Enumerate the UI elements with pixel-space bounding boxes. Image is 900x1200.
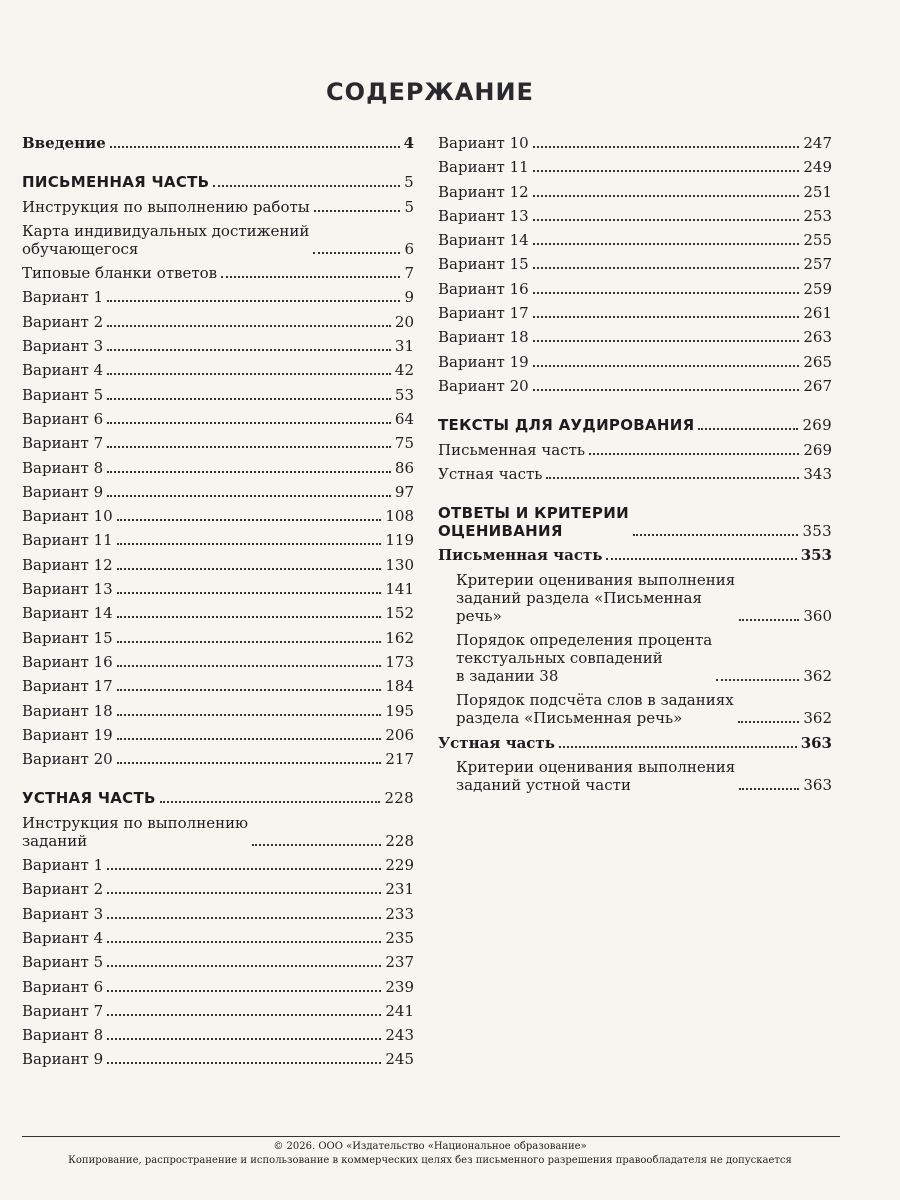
toc-label: Вариант 14	[438, 231, 529, 250]
toc-entry[interactable]	[438, 758, 832, 794]
toc-page: 259	[803, 279, 832, 298]
toc-label: Вариант 17	[438, 304, 529, 323]
leader-dots	[314, 210, 401, 212]
leader-dots	[252, 844, 381, 846]
toc-entry[interactable]	[22, 604, 414, 622]
toc-page: 229	[385, 856, 414, 875]
toc-label: Вариант 7	[22, 434, 104, 453]
toc-page: 237	[385, 953, 414, 972]
toc-label: Вариант 19	[22, 725, 113, 744]
toc-entry[interactable]	[22, 434, 414, 452]
toc-entry[interactable]	[22, 653, 414, 671]
leader-dots	[107, 1014, 381, 1016]
toc-label: Введение	[22, 134, 106, 152]
toc-page: 6	[404, 239, 414, 258]
leader-dots	[533, 267, 800, 269]
toc-label: Вариант 11	[22, 531, 113, 550]
leader-dots	[107, 868, 381, 870]
toc-page: 86	[394, 458, 414, 477]
toc-page: 184	[385, 677, 414, 696]
toc-label: Вариант 15	[438, 255, 529, 274]
toc-page: 20	[394, 312, 414, 331]
leader-dots	[117, 543, 382, 545]
toc-page: 141	[385, 580, 414, 599]
toc-label: Вариант 12	[438, 182, 529, 201]
toc-entry[interactable]	[22, 750, 414, 768]
toc-section-answers[interactable]	[438, 504, 832, 540]
toc-entry[interactable]	[22, 410, 414, 428]
toc-page: 4	[403, 134, 414, 152]
toc-label: Вариант 10	[22, 507, 113, 526]
toc-page: 108	[385, 507, 414, 526]
toc-entry[interactable]	[438, 631, 832, 685]
toc-entry[interactable]	[438, 465, 832, 483]
toc-entry-introduction[interactable]	[22, 134, 414, 152]
toc-label: Вариант 8	[22, 458, 104, 477]
toc-label: Вариант 7	[22, 1001, 104, 1020]
leader-dots	[107, 495, 391, 497]
toc-entry[interactable]	[22, 702, 414, 720]
toc-page: 363	[800, 733, 832, 752]
leader-dots	[107, 349, 391, 351]
toc-entry[interactable]	[22, 507, 414, 525]
leader-dots	[117, 616, 382, 618]
toc-label: Вариант 10	[438, 134, 529, 152]
toc-label: Критерии оценивания выполнения заданий устной части	[456, 757, 736, 794]
leader-dots	[107, 1038, 381, 1040]
toc-page: 255	[803, 231, 832, 250]
leader-dots	[160, 801, 381, 803]
toc-entry[interactable]	[22, 1026, 414, 1044]
toc-page: 206	[385, 725, 414, 744]
leader-dots	[117, 641, 382, 643]
toc-label: Вариант 18	[22, 701, 113, 720]
toc-page: 231	[385, 880, 414, 899]
toc-entry[interactable]	[22, 313, 414, 331]
toc-page: 353	[802, 522, 832, 541]
toc-entry[interactable]	[22, 288, 414, 306]
toc-page: 247	[803, 134, 832, 152]
toc-entry[interactable]	[438, 441, 832, 459]
toc-page: 97	[394, 482, 414, 501]
toc-entry[interactable]	[22, 198, 414, 216]
toc-label: Типовые бланки ответов	[22, 264, 218, 283]
leader-dots	[107, 917, 381, 919]
toc-label: Вариант 20	[438, 376, 529, 395]
toc-label: Вариант 1	[22, 856, 104, 875]
toc-entry[interactable]	[22, 580, 414, 598]
toc-label: Порядок подсчёта слов в заданиях раздела «Письменная речь»	[456, 691, 734, 728]
leader-dots	[107, 965, 381, 967]
toc-page: 343	[803, 464, 832, 483]
toc-page: 362	[803, 667, 832, 686]
toc-page: 42	[394, 361, 414, 380]
toc-page: 243	[385, 1026, 414, 1045]
toc-right-column	[438, 134, 832, 800]
toc-left-column	[22, 134, 414, 1075]
toc-page: 119	[385, 531, 414, 550]
leader-dots	[533, 195, 800, 197]
toc-page: 228	[384, 789, 414, 808]
leader-dots	[117, 689, 382, 691]
toc-label: ПИСЬМЕННАЯ ЧАСТЬ	[22, 173, 210, 192]
leader-dots	[533, 389, 800, 391]
leader-dots	[533, 340, 800, 342]
toc-page: 267	[803, 376, 832, 395]
toc-entry[interactable]	[22, 677, 414, 695]
toc-entry[interactable]	[22, 905, 414, 923]
footer-notice: Копирование, распространение и использование в коммерческих целях без письменного разрешения правообладателя не допускается	[68, 1155, 792, 1166]
toc-page: 5	[404, 173, 414, 192]
leader-dots	[533, 292, 800, 294]
toc-entry[interactable]	[22, 556, 414, 574]
toc-subsection-answers-oral[interactable]	[438, 734, 832, 752]
toc-entry[interactable]	[22, 726, 414, 744]
leader-dots	[107, 422, 391, 424]
toc-entry[interactable]	[22, 1050, 414, 1068]
leader-dots	[606, 558, 796, 560]
toc-entry[interactable]	[22, 361, 414, 379]
toc-label: Вариант 9	[22, 1050, 104, 1069]
toc-entry[interactable]	[22, 264, 414, 282]
toc-entry[interactable]	[22, 814, 414, 850]
toc-page: 152	[385, 604, 414, 623]
toc-page: 235	[385, 928, 414, 947]
toc-label: Вариант 1	[22, 288, 104, 307]
leader-dots	[107, 373, 391, 375]
toc-label: Вариант 9	[22, 482, 104, 501]
page-title: СОДЕРЖАНИЕ	[326, 78, 534, 106]
leader-dots	[117, 762, 382, 764]
toc-page: 239	[385, 977, 414, 996]
toc-page: 251	[803, 182, 832, 201]
leader-dots	[313, 252, 400, 254]
toc-label: Вариант 6	[22, 977, 104, 996]
toc-page: 9	[404, 288, 414, 307]
leader-dots	[533, 243, 800, 245]
toc-entry[interactable]	[438, 231, 832, 249]
toc-label: Вариант 5	[22, 385, 104, 404]
toc-entry[interactable]	[438, 691, 832, 727]
toc-label: Вариант 13	[438, 206, 529, 225]
toc-entry[interactable]	[22, 953, 414, 971]
toc-entry[interactable]	[438, 280, 832, 298]
toc-label: Вариант 17	[22, 677, 113, 696]
toc-page: 228	[385, 831, 414, 850]
leader-dots	[533, 146, 800, 148]
toc-label: Вариант 4	[22, 928, 104, 947]
toc-label: Вариант 4	[22, 361, 104, 380]
footer-copyright: © 2026. ООО «Издательство «Национальное образование»	[273, 1141, 587, 1152]
toc-label: Вариант 14	[22, 604, 113, 623]
toc-page: 5	[404, 197, 414, 216]
toc-page: 269	[803, 440, 832, 459]
toc-label: Вариант 15	[22, 628, 113, 647]
toc-label: Устная часть	[438, 733, 555, 752]
toc-label: ОТВЕТЫ И КРИТЕРИИ ОЦЕНИВАНИЯ	[438, 504, 629, 541]
toc-page: 195	[385, 701, 414, 720]
toc-label: Вариант 18	[438, 328, 529, 347]
toc-section-audio-texts[interactable]	[438, 416, 832, 434]
leader-dots	[716, 679, 799, 681]
toc-entry[interactable]	[22, 856, 414, 874]
leader-dots	[117, 592, 382, 594]
toc-label: УСТНАЯ ЧАСТЬ	[22, 789, 156, 808]
leader-dots	[107, 325, 391, 327]
leader-dots	[107, 446, 391, 448]
toc-entry[interactable]	[438, 353, 832, 371]
toc-entry[interactable]	[438, 207, 832, 225]
leader-dots	[117, 519, 382, 521]
toc-entry[interactable]	[22, 929, 414, 947]
leader-dots	[559, 746, 797, 748]
leader-dots	[107, 398, 391, 400]
leader-dots	[213, 185, 400, 187]
toc-page: 162	[385, 628, 414, 647]
toc-page: 261	[803, 304, 832, 323]
toc-label: Устная часть	[438, 464, 543, 483]
toc-entry[interactable]	[438, 377, 832, 395]
toc-entry[interactable]	[22, 222, 414, 258]
leader-dots	[221, 276, 400, 278]
toc-page: 241	[385, 1001, 414, 1020]
leader-dots	[546, 477, 799, 479]
leader-dots	[107, 990, 381, 992]
toc-page: 233	[385, 904, 414, 923]
toc-entry[interactable]	[22, 483, 414, 501]
toc-label: Вариант 6	[22, 409, 104, 428]
toc-label: Вариант 16	[22, 652, 113, 671]
toc-entry[interactable]	[438, 134, 832, 152]
toc-page: 253	[803, 206, 832, 225]
toc-entry[interactable]	[22, 1002, 414, 1020]
toc-page: 257	[803, 255, 832, 274]
toc-label: Вариант 13	[22, 580, 113, 599]
toc-label: Вариант 2	[22, 880, 104, 899]
toc-entry[interactable]	[22, 880, 414, 898]
toc-entry[interactable]	[438, 571, 832, 625]
toc-page: 64	[394, 409, 414, 428]
toc-entry[interactable]	[438, 158, 832, 176]
toc-page: 31	[394, 337, 414, 356]
leader-dots	[533, 316, 800, 318]
toc-page: 353	[800, 546, 832, 565]
leader-dots	[117, 568, 382, 570]
toc-page: 130	[385, 555, 414, 574]
toc-label: Вариант 19	[438, 352, 529, 371]
leader-dots	[107, 300, 400, 302]
toc-label: Вариант 16	[438, 279, 529, 298]
toc-entry[interactable]	[22, 386, 414, 404]
toc-label: Письменная часть	[438, 546, 603, 565]
toc-label: Инструкция по выполнению заданий	[22, 813, 249, 850]
toc-label: Вариант 3	[22, 337, 104, 356]
toc-entry[interactable]	[22, 629, 414, 647]
toc-label: Вариант 3	[22, 904, 104, 923]
toc-label: Вариант 12	[22, 555, 113, 574]
toc-page: 245	[385, 1050, 414, 1069]
leader-dots	[738, 721, 800, 723]
leader-dots	[110, 146, 400, 148]
toc-subsection-answers-written[interactable]	[438, 546, 832, 564]
leader-dots	[107, 1062, 381, 1064]
footer-divider	[22, 1136, 840, 1137]
leader-dots	[117, 665, 382, 667]
toc-label: Инструкция по выполнению работы	[22, 197, 310, 216]
leader-dots	[589, 453, 799, 455]
toc-entry[interactable]	[22, 978, 414, 996]
toc-page: 249	[803, 158, 832, 177]
leader-dots	[117, 714, 382, 716]
toc-page: 263	[803, 328, 832, 347]
toc-label: Вариант 5	[22, 953, 104, 972]
toc-page: 269	[802, 416, 832, 435]
toc-label: Порядок определения процента текстуальных совпадений в задании 38	[456, 631, 713, 686]
toc-page: 360	[803, 606, 832, 625]
toc-entry[interactable]	[22, 337, 414, 355]
toc-entry[interactable]	[22, 459, 414, 477]
toc-label: Карта индивидуальных достижений обучающегося	[22, 221, 310, 258]
toc-label: Вариант 11	[438, 158, 529, 177]
leader-dots	[533, 365, 800, 367]
leader-dots	[633, 534, 799, 536]
toc-page: 75	[394, 434, 414, 453]
leader-dots	[107, 892, 381, 894]
leader-dots	[533, 170, 800, 172]
toc-entry[interactable]	[22, 531, 414, 549]
toc-label: Письменная часть	[438, 440, 586, 459]
toc-page: 7	[404, 264, 414, 283]
leader-dots	[739, 619, 799, 621]
toc-label: Вариант 2	[22, 312, 104, 331]
toc-section-written[interactable]	[22, 173, 414, 191]
leader-dots	[698, 428, 798, 430]
toc-label: Вариант 20	[22, 750, 113, 769]
leader-dots	[739, 788, 799, 790]
leader-dots	[107, 471, 391, 473]
toc-entry[interactable]	[438, 183, 832, 201]
leader-dots	[533, 219, 800, 221]
toc-page: 363	[803, 775, 832, 794]
toc-entry[interactable]	[438, 304, 832, 322]
toc-label: ТЕКСТЫ ДЛЯ АУДИРОВАНИЯ	[438, 416, 695, 435]
toc-page: 362	[803, 709, 832, 728]
toc-page: 173	[385, 652, 414, 671]
toc-page: 265	[803, 352, 832, 371]
toc-page: 217	[385, 750, 414, 769]
toc-label: Критерии оценивания выполнения заданий раздела «Письменная речь»	[456, 570, 736, 625]
leader-dots	[107, 941, 381, 943]
toc-label: Вариант 8	[22, 1026, 104, 1045]
toc-section-oral[interactable]	[22, 789, 414, 807]
toc-entry[interactable]	[438, 255, 832, 273]
toc-page: 53	[394, 385, 414, 404]
leader-dots	[117, 738, 382, 740]
toc-entry[interactable]	[438, 328, 832, 346]
